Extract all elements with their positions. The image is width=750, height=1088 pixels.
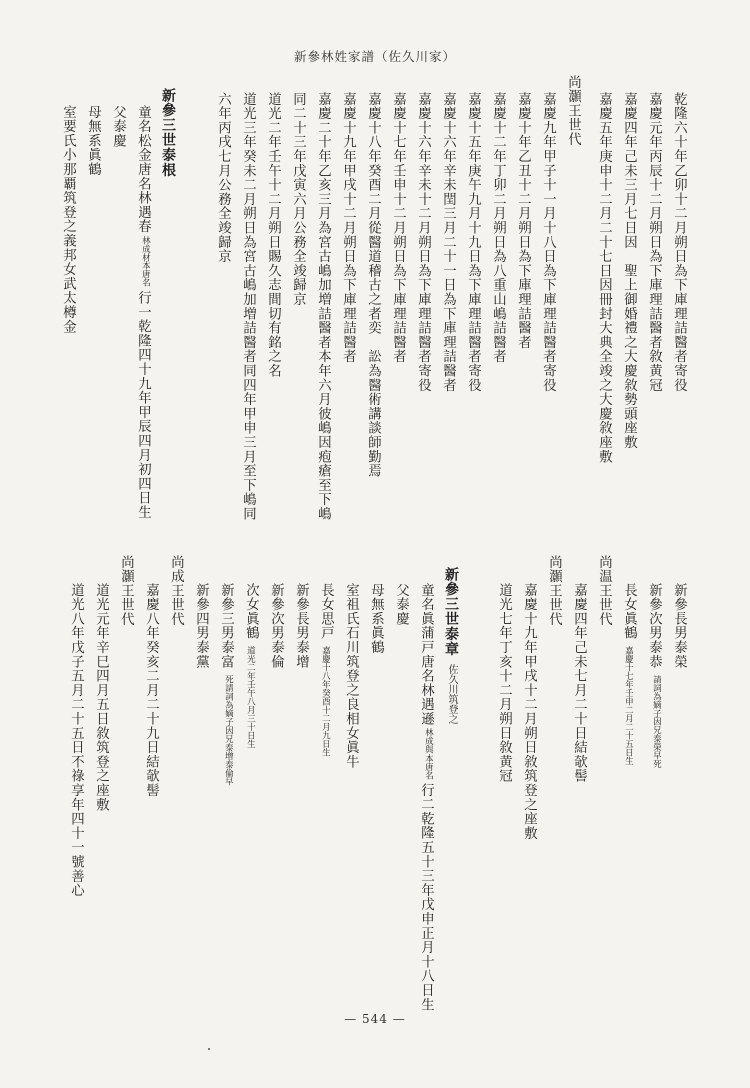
- text-column: 長女思戸嘉慶十八年癸酉十二月九日生: [318, 583, 334, 757]
- text-column: 道光八年戊子五月二十五日不祿享年四十一號善心: [68, 583, 84, 898]
- reign-heading: 尚灝王世代: [118, 555, 134, 627]
- text-column: 室要氏小那覇筑登之義邦女武太樽金: [60, 105, 76, 334]
- heir-note: 因兄泰榮早死 請詞為嫡子: [651, 674, 662, 769]
- text-column: 嘉慶十六年辛未十二月朔日為下庫理詰醫者寄役: [415, 92, 431, 393]
- generation-heading: 新參三世泰根: [160, 88, 176, 178]
- text-column: 父泰慶: [110, 105, 126, 148]
- text-column: [135, 105, 151, 520]
- text-column: 新參次男泰恭 因兄泰榮早死 請詞為嫡子: [646, 583, 662, 769]
- text-column: 嘉慶十六年辛未閏三月二十一日為下庫理詰醫者: [440, 92, 456, 393]
- generation-heading: 新參三世泰章佐久川筑登之: [443, 567, 459, 725]
- text-column: 母無系眞鶴: [368, 583, 384, 655]
- text-column: 新參長男泰榮: [671, 583, 687, 669]
- text-column: 嘉慶十五年庚午九月十九日為下庫理詰醫者寄役: [465, 92, 481, 393]
- text-column: 嘉慶八年癸亥二月二十九日結欹髻: [143, 583, 159, 798]
- text-column: 嘉慶十七年壬申十二月朔日為下庫理詰醫者: [390, 92, 406, 364]
- text-column: 次女眞鶴道光二年壬午八月三十日生: [243, 583, 259, 749]
- text-column: 六年丙戌七月公務全竣歸京: [215, 92, 231, 264]
- text-column: 室祖氏石川筑登之良相女眞牛: [343, 583, 359, 769]
- reign-heading: 尚成王世代: [168, 555, 184, 627]
- text-column: 新參四男泰黨: [193, 583, 209, 669]
- text-column: 新參長男泰增: [293, 583, 309, 669]
- text-column: 嘉慶十年乙丑十二月朔日為下庫理詰醫者: [515, 92, 531, 350]
- text-column: 父泰慶: [393, 583, 409, 626]
- text-column: 乾隆六十年乙卯十二月朔日為下庫理詰醫者寄役: [671, 92, 687, 393]
- text-column: 道光二年壬午十二月朔日賜久志間切有銘之名: [265, 92, 281, 378]
- reign-heading: 尚温王世代: [596, 555, 612, 627]
- text-column: 道光七年丁亥十二月朔日敘黄冠: [496, 583, 512, 784]
- text-column: 嘉慶元年丙辰十二月朔日為下庫理詰醫者敘黄冠: [646, 92, 662, 393]
- heir-note: 因兄泰增泰倫早 死請詞為嫡子: [223, 674, 234, 786]
- text-column: 母無系眞鶴: [85, 105, 101, 177]
- text-column: 同二十三年戊寅六月公務全竣歸京: [290, 92, 306, 307]
- birth-record: 行一乾隆四十九年甲辰四月初四日生: [135, 290, 151, 520]
- page-number: — 544 —: [344, 1012, 406, 1026]
- text-column: 道光元年辛巳四月五日敘筑登之座敷: [93, 583, 109, 812]
- scan-speck: [208, 1048, 210, 1050]
- page-header: 新參林姓家譜（佐久川家）: [293, 49, 456, 64]
- childhood-name: 童名松金唐名林遇春: [135, 105, 151, 234]
- text-column: 新參次男泰倫: [268, 583, 284, 669]
- text-column: 長女眞鶴嘉慶十七年壬申二月二十五日生: [621, 583, 637, 766]
- text-column: 新參三男泰富 因兄泰增泰倫早 死請詞為嫡子: [218, 583, 234, 786]
- former-name-note: 本唐名 林成與: [423, 728, 434, 779]
- reign-heading: 尚灝王世代: [565, 75, 581, 147]
- text-column: 嘉慶十二年丁卯二月朔日為八重山嶋詰醫者: [490, 92, 506, 364]
- text-column: 童名眞蒲戸唐名林遇遜 本唐名 林成與 行二乾隆五十三年戊申正月十八日生: [418, 583, 434, 1012]
- text-column: 嘉慶二十年乙亥三月為宮古嶋加増詰醫者本年六月彼嶋因疱瘡至下嶋: [315, 92, 331, 521]
- reign-heading: 尚灝王世代: [546, 555, 562, 627]
- text-column: 嘉慶四年己未三月七日因 聖上御婚禮之大慶敘勢頭座敷: [621, 92, 637, 450]
- text-column: 嘉慶十八年癸酉二月從醫道稽古之者奕 訟為醫術講談師勤焉: [365, 92, 381, 479]
- text-column: 道光三年癸未二月朔日為宮古嶋加増詰醫者同四年甲申三月至下嶋同: [240, 92, 256, 521]
- text-column: 嘉慶四年己未七月二十日結欹髻: [571, 583, 587, 784]
- text-column: 嘉慶九年甲子十一月十八日為下庫理詰醫者寄役: [540, 92, 556, 393]
- text-column: 嘉慶十九年甲戌十二月朔日為下庫理詰醫者: [340, 92, 356, 364]
- text-column: 嘉慶十九年甲戌十二月朔日敘筑登之座敷: [521, 583, 537, 841]
- former-name-note: 本唐名 林成材: [140, 235, 151, 287]
- text-column: 嘉慶五年庚申十二月二十七日因冊封大典全竣之大慶敘座敷: [596, 92, 612, 464]
